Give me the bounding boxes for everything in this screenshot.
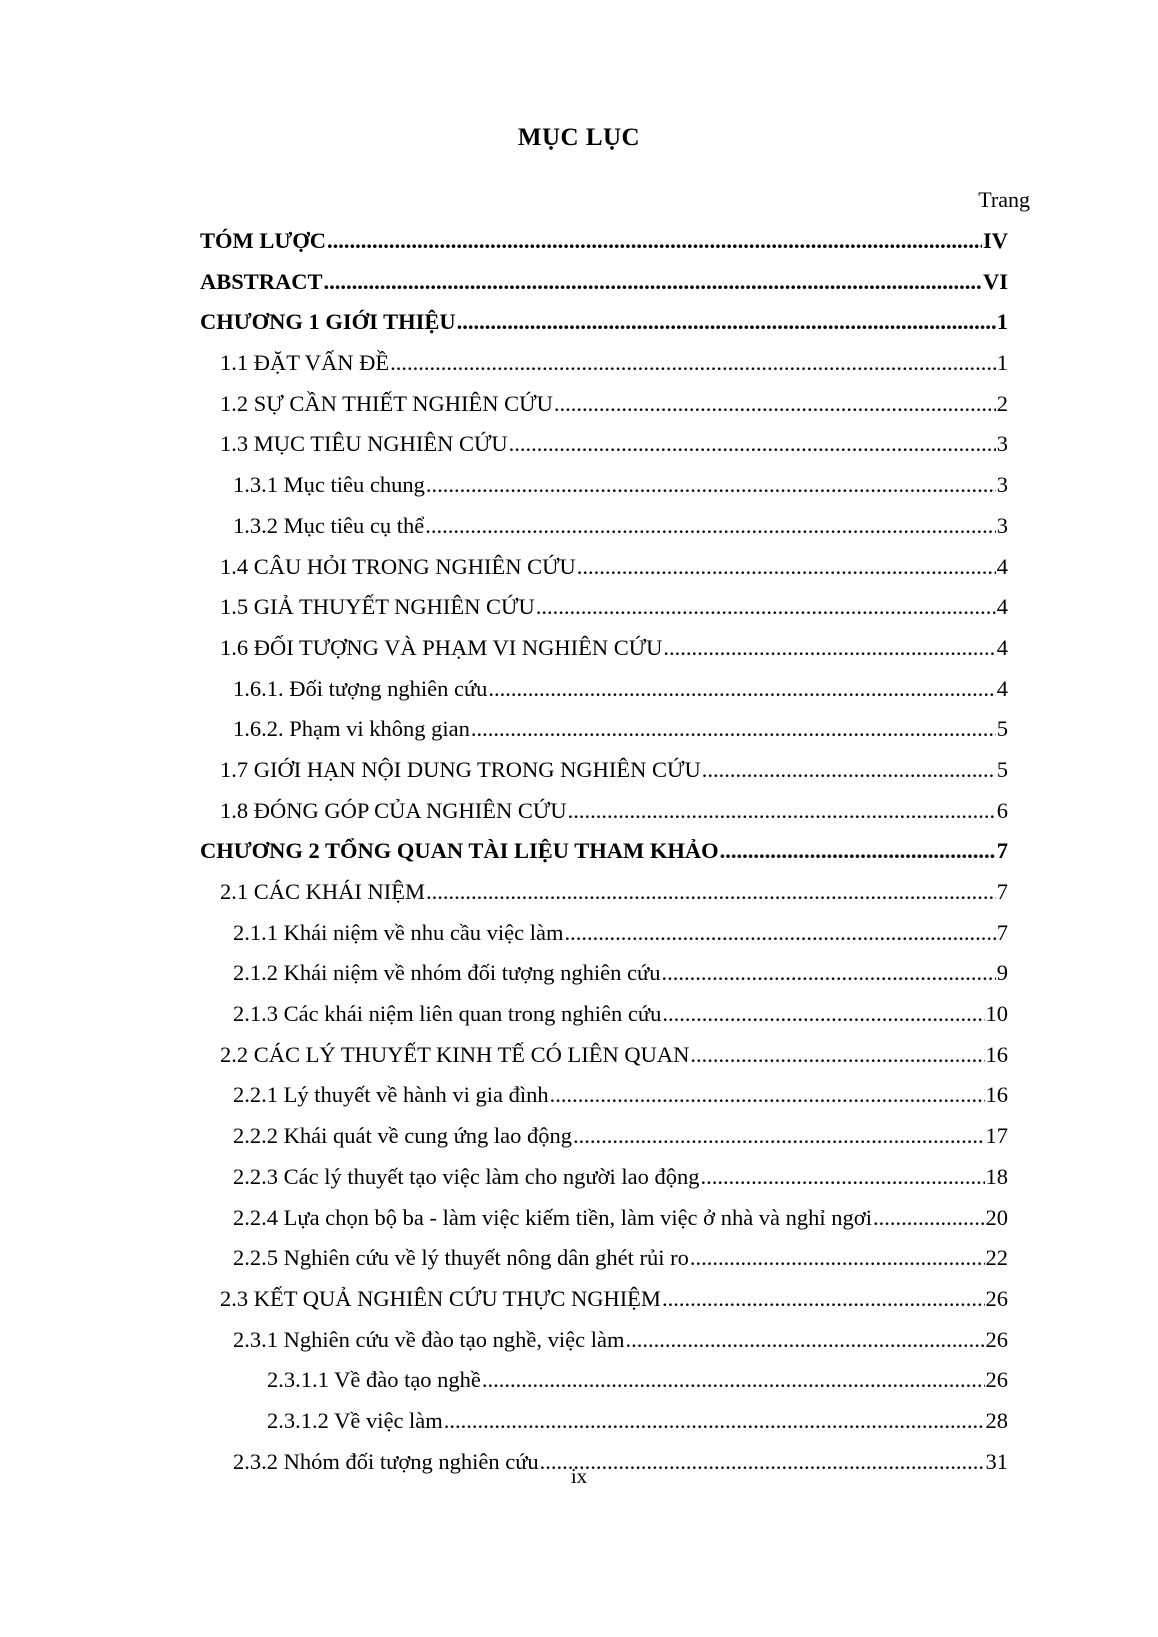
toc-entry-title: 2.3.2 Nhóm đối tượng nghiên cứu <box>233 1448 539 1474</box>
toc-entry-title: 2.1.1 Khái niệm về nhu cầu việc làm <box>233 919 564 945</box>
toc-entry[interactable] <box>200 1035 1008 1076</box>
toc-entry[interactable] <box>200 587 1008 628</box>
dot-leader <box>426 872 996 913</box>
toc-entry-page: 2 <box>996 390 1008 416</box>
toc-entry-title: 1.6.1. Đối tượng nghiên cứu <box>233 675 488 701</box>
toc-entry[interactable] <box>200 465 1008 506</box>
toc-entry-title: 1.8 ĐÓNG GÓP CỦA NGHIÊN CỨU <box>220 797 567 823</box>
dot-leader <box>425 506 996 547</box>
dot-leader <box>554 384 996 425</box>
toc-entry-page: 7 <box>996 838 1008 864</box>
dot-leader <box>482 1360 985 1401</box>
dot-leader <box>568 791 996 832</box>
toc-entry-page: 3 <box>996 431 1008 457</box>
toc-entry-page: 26 <box>985 1326 1008 1352</box>
toc-entry[interactable] <box>200 750 1008 791</box>
toc-entry[interactable] <box>200 791 1008 832</box>
toc-entry-title: 2.2.1 Lý thuyết về hành vi gia đình <box>233 1082 549 1108</box>
toc-entry-title: 1.5 GIẢ THUYẾT NGHIÊN CỨU <box>220 594 535 620</box>
toc-entry-title: 2.3 KẾT QUẢ NGHIÊN CỨU THỰC NGHIỆM <box>220 1285 661 1311</box>
toc-entry-title: 2.2.5 Nghiên cứu về lý thuyết nông dân ghét rủi ro <box>233 1245 689 1271</box>
toc-entry-title: 1.4 CÂU HỎI TRONG NGHIÊN CỨU <box>220 553 576 579</box>
toc-entry-title: 1.6.2. Phạm vi không gian <box>233 716 470 742</box>
toc-entry-page: 10 <box>985 1001 1008 1027</box>
dot-leader <box>550 1075 985 1116</box>
toc-entry-page: 6 <box>996 797 1008 823</box>
toc-entry-title: CHƯƠNG 2 TỔNG QUAN TÀI LIỆU THAM KHẢO <box>200 838 719 864</box>
toc-entry[interactable] <box>200 506 1008 547</box>
toc-entry[interactable] <box>200 1401 1008 1442</box>
toc-entry-page: 16 <box>985 1082 1008 1108</box>
table-of-contents <box>200 221 1008 1482</box>
page-column-header: Trang <box>978 187 1030 212</box>
toc-entry[interactable] <box>200 424 1008 465</box>
dot-leader <box>873 1198 985 1239</box>
toc-entry-page: 22 <box>985 1245 1008 1271</box>
toc-entry-title: TÓM LƯỢC <box>200 228 327 253</box>
page-title: MỤC LỤC <box>517 124 641 151</box>
dot-leader <box>444 1401 985 1442</box>
toc-entry-title: 1.6 ĐỐI TƯỢNG VÀ PHẠM VI NGHIÊN CỨU <box>220 634 663 660</box>
dot-leader <box>565 913 996 954</box>
toc-entry[interactable] <box>200 628 1008 669</box>
dot-leader <box>327 221 982 262</box>
page-number: ix <box>570 1464 588 1488</box>
toc-entry-page: 9 <box>996 960 1008 986</box>
toc-entry[interactable] <box>200 913 1008 954</box>
dot-leader <box>662 1279 985 1320</box>
toc-entry-page: 4 <box>996 594 1008 620</box>
dot-leader <box>573 1116 984 1157</box>
toc-entry-page: 5 <box>996 716 1008 742</box>
dot-leader <box>663 628 995 669</box>
toc-entry-page: 4 <box>996 553 1008 579</box>
toc-entry[interactable] <box>200 262 1008 303</box>
toc-entry-page: VI <box>982 268 1008 294</box>
dot-leader <box>509 424 996 465</box>
toc-entry-title: CHƯƠNG 1 GIỚI THIỆU <box>200 309 456 335</box>
toc-entry[interactable] <box>200 994 1008 1035</box>
toc-entry-page: 20 <box>985 1204 1008 1230</box>
toc-entry-page: 1 <box>996 350 1008 376</box>
toc-entry[interactable] <box>200 1238 1008 1279</box>
toc-entry-page: 7 <box>996 919 1008 945</box>
toc-entry-page: 3 <box>996 472 1008 498</box>
toc-entry-title: 2.2.4 Lựa chọn bộ ba - làm việc kiếm tiền, làm việc ở nhà và nghỉ ngơi <box>233 1204 872 1230</box>
toc-entry-title: 1.3.2 Mục tiêu cụ thể <box>233 512 425 538</box>
dot-leader <box>720 831 996 872</box>
dot-leader <box>690 1238 985 1279</box>
toc-entry[interactable] <box>200 1360 1008 1401</box>
toc-entry[interactable] <box>200 302 1008 343</box>
dot-leader <box>390 343 996 384</box>
toc-entry-title: 2.2 CÁC LÝ THUYẾT KINH TẾ CÓ LIÊN QUAN <box>220 1041 690 1067</box>
toc-entry[interactable] <box>200 1116 1008 1157</box>
toc-entry-title: 2.3.1.1 Về đào tạo nghề <box>267 1367 481 1393</box>
toc-entry-page: 4 <box>996 634 1008 660</box>
toc-entry[interactable] <box>200 831 1008 872</box>
toc-entry[interactable] <box>200 1279 1008 1320</box>
toc-entry[interactable] <box>200 1198 1008 1239</box>
toc-entry-title: 1.3 MỤC TIÊU NGHIÊN CỨU <box>220 431 508 457</box>
toc-entry-title: 2.1 CÁC KHÁI NIỆM <box>220 879 425 904</box>
toc-entry[interactable] <box>200 1075 1008 1116</box>
toc-entry[interactable] <box>200 669 1008 710</box>
toc-entry-page: 18 <box>985 1163 1008 1189</box>
toc-entry-title: 2.3.1.2 Về việc làm <box>267 1407 443 1433</box>
toc-entry-title: 2.2.3 Các lý thuyết tạo việc làm cho người lao động <box>233 1163 700 1189</box>
toc-entry[interactable] <box>200 1157 1008 1198</box>
dot-leader <box>625 1320 984 1361</box>
dot-leader <box>324 262 982 303</box>
dot-leader <box>702 750 996 791</box>
toc-entry-title: 2.1.3 Các khái niệm liên quan trong nghiên cứu <box>233 1001 662 1027</box>
toc-entry[interactable] <box>200 872 1008 913</box>
toc-entry-page: 26 <box>985 1285 1008 1311</box>
toc-entry-page: 4 <box>996 675 1008 701</box>
dot-leader <box>536 587 996 628</box>
toc-entry[interactable] <box>200 221 1008 262</box>
dot-leader <box>457 302 996 343</box>
dot-leader <box>471 709 996 750</box>
toc-entry-page: 3 <box>996 512 1008 538</box>
toc-entry[interactable] <box>200 1320 1008 1361</box>
dot-leader <box>690 1035 984 1076</box>
toc-entry-title: ABSTRACT <box>200 268 323 294</box>
toc-entry-title: 2.2.2 Khái quát về cung ứng lao động <box>233 1123 573 1149</box>
dot-leader <box>577 547 996 588</box>
toc-entry[interactable] <box>200 547 1008 588</box>
dot-leader <box>488 669 995 710</box>
toc-entry-page: 31 <box>985 1448 1008 1474</box>
toc-entry-page: 17 <box>985 1123 1008 1149</box>
toc-entry-title: 1.2 SỰ CẦN THIẾT NGHIÊN CỨU <box>220 390 553 416</box>
dot-leader <box>662 994 984 1035</box>
toc-entry[interactable] <box>200 384 1008 425</box>
dot-leader <box>426 465 996 506</box>
toc-entry-page: 26 <box>985 1367 1008 1393</box>
toc-entry-page: 28 <box>985 1407 1008 1433</box>
toc-entry[interactable] <box>200 343 1008 384</box>
toc-entry-page: IV <box>982 228 1008 253</box>
toc-entry-title: 2.3.1 Nghiên cứu về đào tạo nghề, việc làm <box>233 1326 625 1352</box>
toc-entry[interactable] <box>200 953 1008 994</box>
toc-entry[interactable] <box>200 709 1008 750</box>
toc-entry-title: 2.1.2 Khái niệm về nhóm đối tượng nghiên cứu <box>233 960 661 986</box>
toc-entry-page: 7 <box>996 879 1008 904</box>
toc-entry-page: 1 <box>996 309 1008 335</box>
dot-leader <box>661 953 995 994</box>
toc-entry-page: 16 <box>985 1041 1008 1067</box>
toc-entry-title: 1.1 ĐẶT VẤN ĐỀ <box>220 350 390 376</box>
toc-entry-title: 1.3.1 Mục tiêu chung <box>233 472 425 498</box>
toc-entry-page: 5 <box>996 756 1008 782</box>
dot-leader <box>701 1157 985 1198</box>
toc-entry-title: 1.7 GIỚI HẠN NỘI DUNG TRONG NGHIÊN CỨU <box>220 756 701 782</box>
